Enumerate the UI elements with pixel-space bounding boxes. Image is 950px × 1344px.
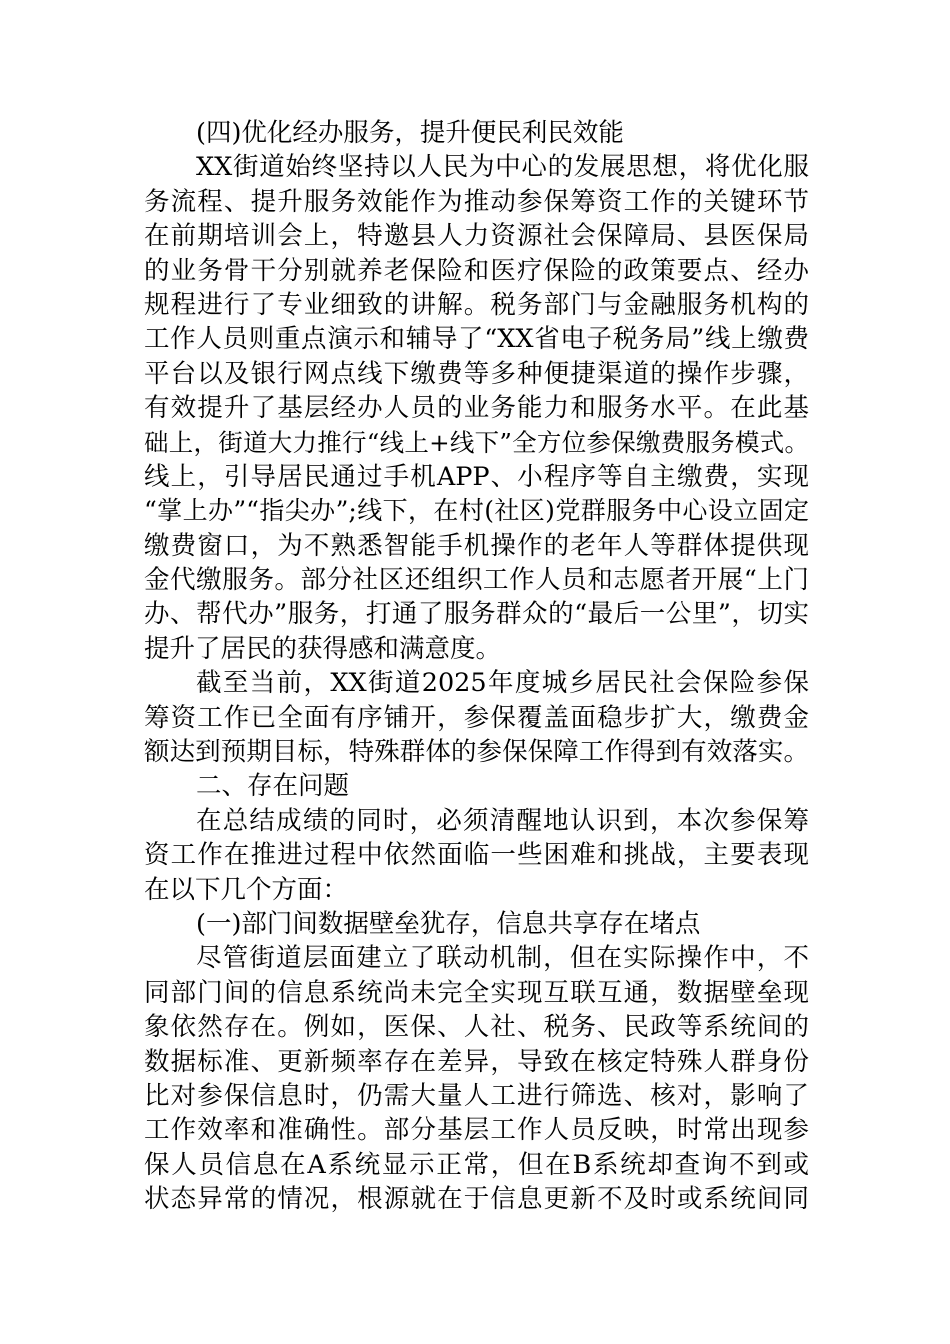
text-line: 截至当前，XX街道2025年度城乡居民社会保险参保 <box>196 668 809 699</box>
text-line: XX街道始终坚持以人民为中心的发展思想，将优化服 <box>196 152 809 183</box>
text-line: (四)优化经办服务，提升便民利民效能 <box>196 118 624 148</box>
text-line: 在以下几个方面： <box>144 874 349 905</box>
text-line: 务流程、提升服务效能作为推动参保筹资工作的关键环节 <box>144 186 809 217</box>
text-line: 数据标准、更新频率存在差异，导致在核定特殊人群身份 <box>144 1046 809 1077</box>
text-line: 础上，街道大力推行“线上+线下”全方位参保缴费服务模式。 <box>144 427 809 457</box>
text-line: 金代缴服务。部分社区还组织工作人员和志愿者开展“上门 <box>144 565 809 596</box>
text-line: 二、存在问题 <box>196 771 350 802</box>
text-line: 尽管街道层面建立了联动机制，但在实际操作中，不 <box>196 943 809 974</box>
document-body <box>144 116 809 1217</box>
text-line: 象依然存在。例如，医保、人社、税务、民政等系统间的 <box>144 1012 809 1043</box>
text-line: 在前期培训会上，特邀县人力资源社会保障局、县医保局 <box>144 221 809 252</box>
text-line: 平台以及银行网点线下缴费等多种便捷渠道的操作步骤， <box>144 358 809 389</box>
text-line: 办、帮代办”服务，打通了服务群众的“最后一公里”，切实 <box>144 599 809 630</box>
text-line: 规程进行了专业细致的讲解。税务部门与金融服务机构的 <box>144 289 809 320</box>
text-line: 的业务骨干分别就养老保险和医疗保险的政策要点、经办 <box>144 255 809 286</box>
text-line: 工作效率和准确性。部分基层工作人员反映，时常出现参 <box>144 1115 809 1146</box>
text-line: 工作人员则重点演示和辅导了“XX省电子税务局”线上缴费 <box>144 324 809 355</box>
text-line: 额达到预期目标，特殊群体的参保保障工作得到有效落实。 <box>144 737 809 768</box>
text-line: 资工作在推进过程中依然面临一些困难和挑战，主要表现 <box>144 840 809 871</box>
text-line: “掌上办”“指尖办”;线下，在村(社区)党群服务中心设立固定 <box>144 496 809 526</box>
text-line: 线上，引导居民通过手机APP、小程序等自主缴费，实现 <box>144 461 809 492</box>
text-line: 比对参保信息时，仍需大量人工进行筛选、核对，影响了 <box>144 1080 809 1111</box>
text-line: 同部门间的信息系统尚未完全实现互联互通，数据壁垒现 <box>144 977 809 1008</box>
text-line: 筹资工作已全面有序铺开，参保覆盖面稳步扩大，缴费金 <box>144 702 809 733</box>
text-line: 缴费窗口，为不熟悉智能手机操作的老年人等群体提供现 <box>144 530 809 561</box>
text-line: 提升了居民的获得感和满意度。 <box>144 633 502 664</box>
text-line: 保人员信息在A系统显示正常，但在B系统却查询不到或 <box>144 1149 809 1180</box>
text-line: (一)部门间数据壁垒犹存，信息共享存在堵点 <box>196 908 701 939</box>
text-line: 状态异常的情况，根源就在于信息更新不及时或系统间同 <box>144 1184 809 1215</box>
text-line: 有效提升了基层经办人员的业务能力和服务水平。在此基 <box>144 393 809 424</box>
text-line: 在总结成绩的同时，必须清醒地认识到，本次参保筹 <box>196 805 809 836</box>
